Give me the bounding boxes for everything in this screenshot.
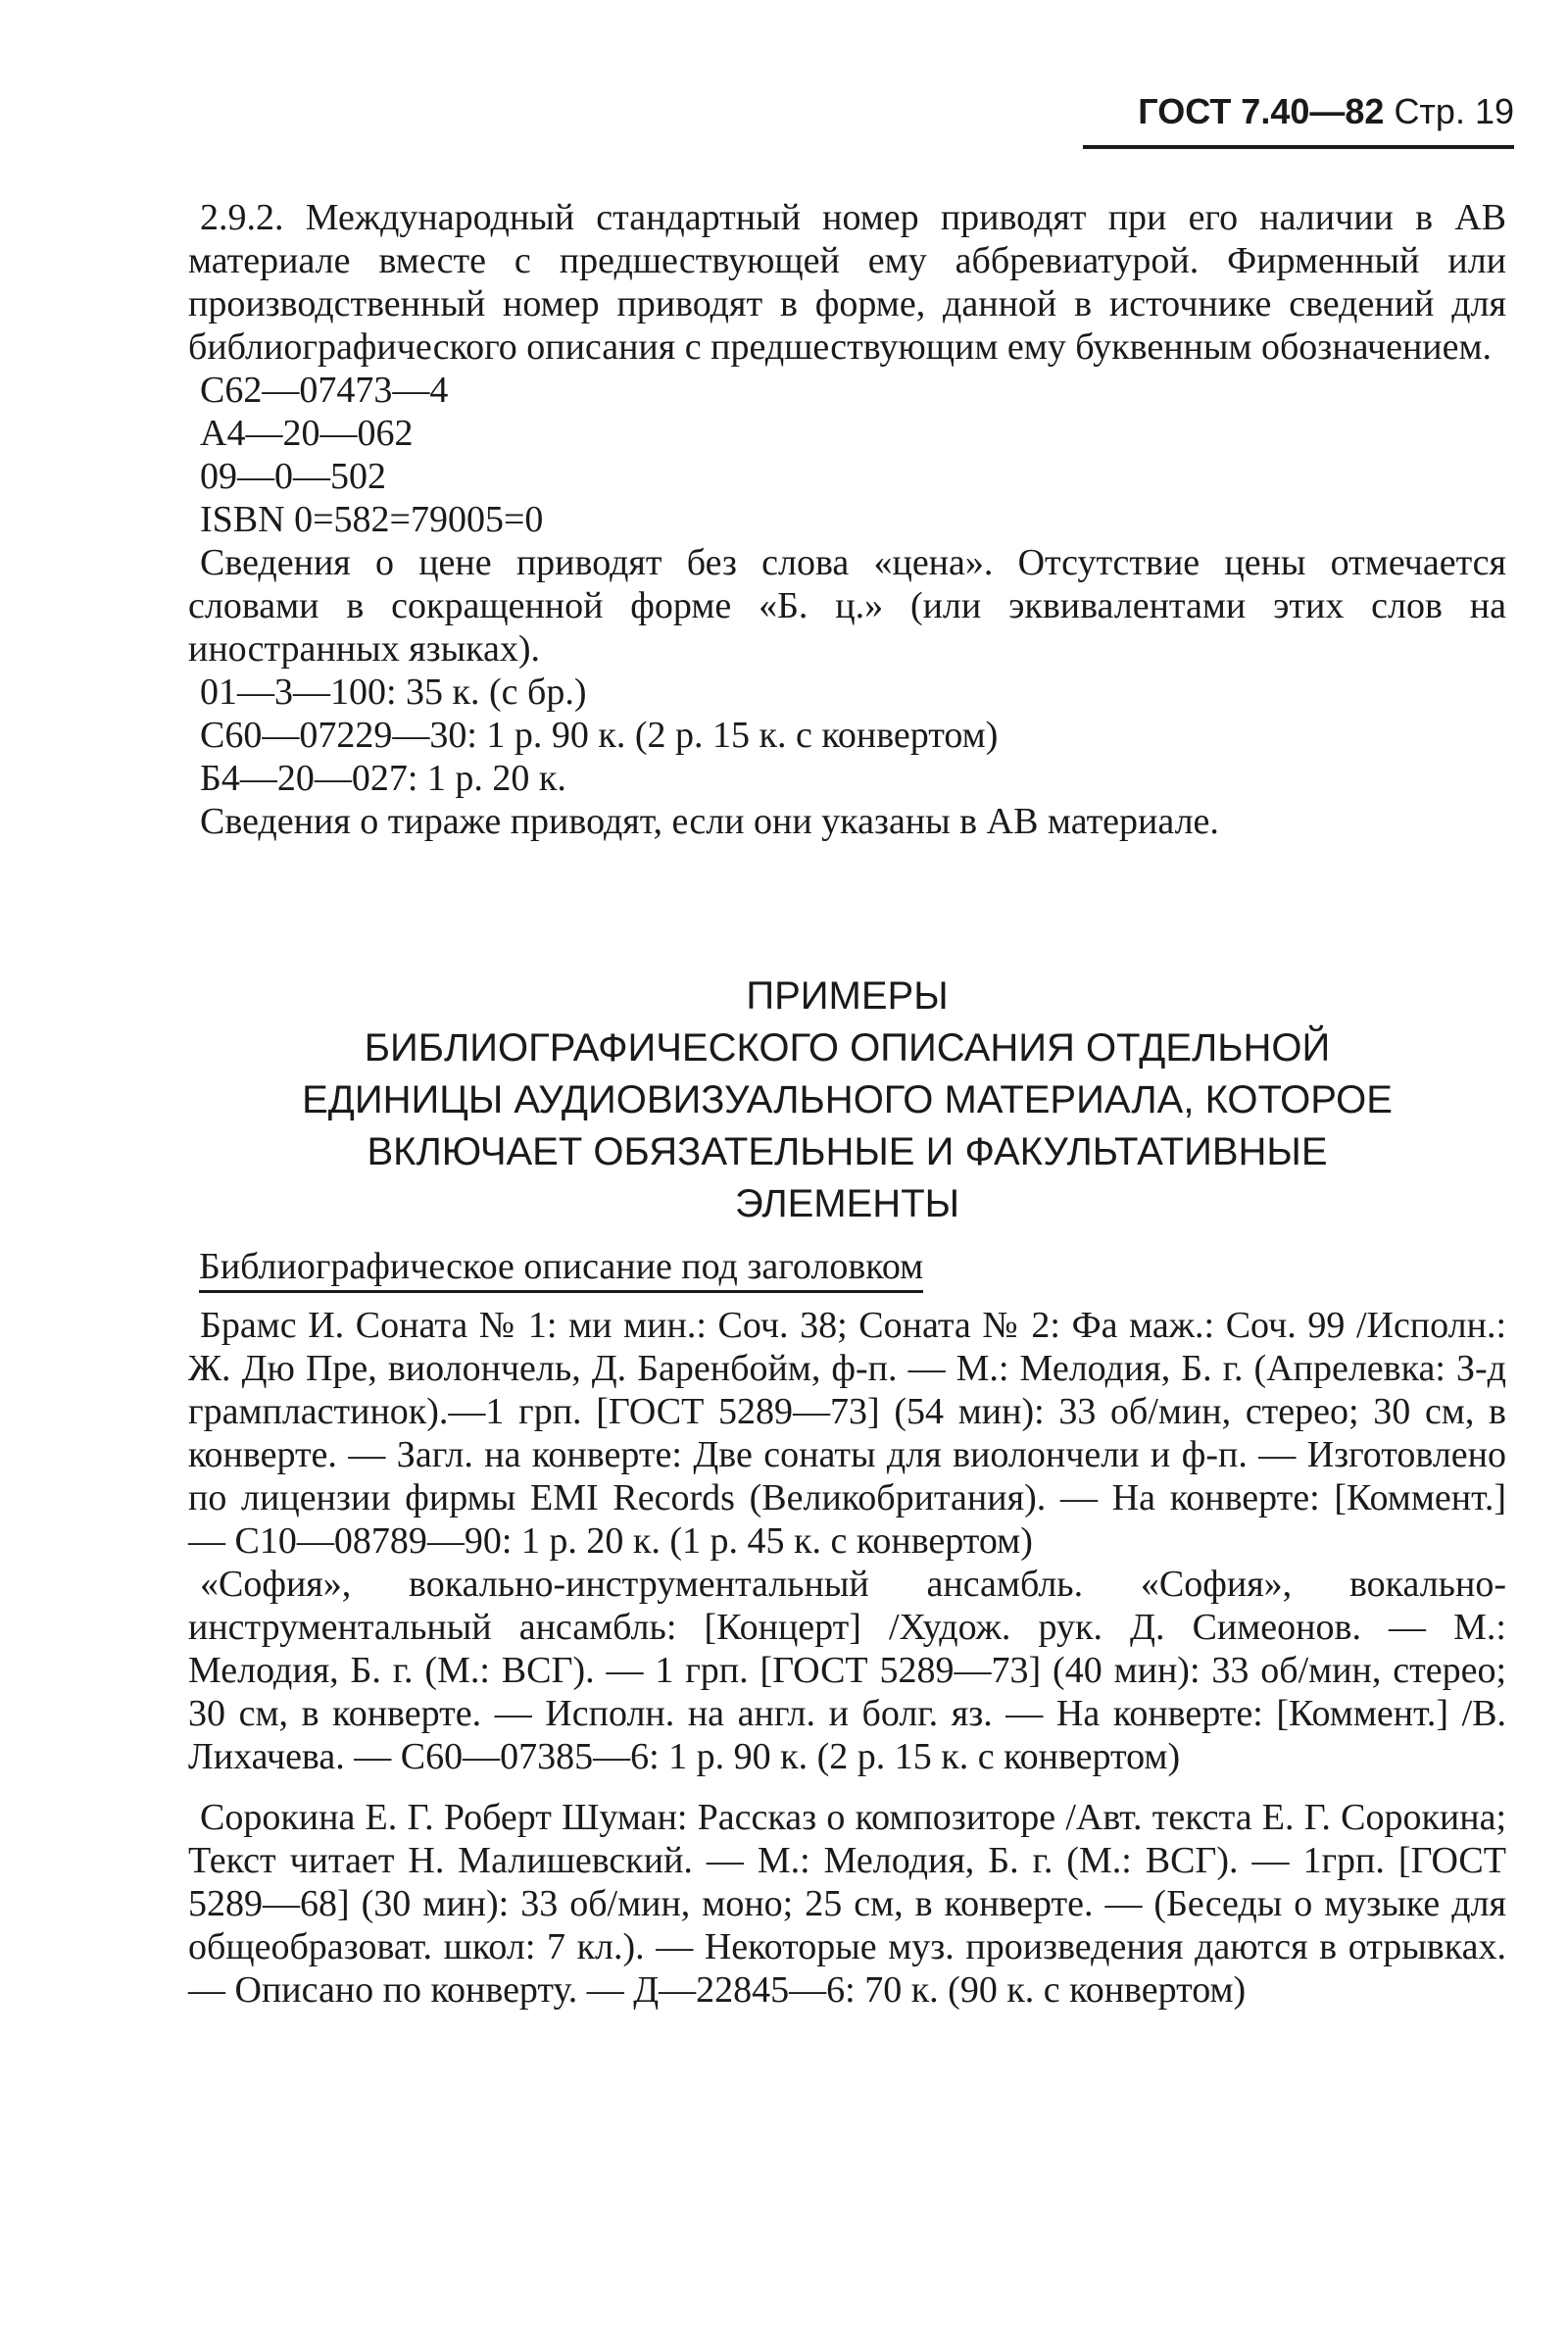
entry-brahms: Брамс И. Соната № 1: ми мин.: Соч. 38; Соната № 2: Фа маж.: Соч. 99 /Исполн.: Ж. Дю Пре, виолончель, Д. Баренбойм, ф-п. — М.: Мелодия, Б. г. (Апрелевка: З-д грампластинок).—1 грп. [ГОСТ 5289—73] (54 мин): 33 об/мин, стерео; 30 см, в конверте. — Загл. на конверте: Две сонаты для виолончели и ф-п. — Изготовлено по лицензии фирмы EMI Records (Великобритания). — На конверте: [Коммент.] — С10—08789—90: 1 р. 20 к. (1 р. 45 к. с конвертом) bbox=[188, 1305, 1506, 1562]
page-header bbox=[1083, 86, 1514, 149]
example-number-4: ISBN 0=582=79005=0 bbox=[200, 499, 544, 540]
heading-line-4: ВКЛЮЧАЕТ ОБЯЗАТЕЛЬНЫЕ И ФАКУЛЬТАТИВНЫЕ bbox=[367, 1130, 1328, 1173]
subheading: Библиографическое описание под заголовком bbox=[199, 1245, 923, 1293]
examples-entries bbox=[188, 1304, 1506, 2012]
heading-line-3: ЕДИНИЦЫ АУДИОВИЗУАЛЬНОГО МАТЕРИАЛА, КОТОРОЕ bbox=[302, 1078, 1393, 1121]
paragraph-standard-number: 2.9.2. Международный стандартный номер приводят при его наличии в АВ материале вместе с предшествующей ему аббревиатурой. Фирменный или производственный номер приводят в форме, данной в источнике сведений для библиографического описания с предшествующим ему буквенным обозначением. bbox=[188, 197, 1506, 368]
entry-sofia: «София», вокально-инструментальный ансамбль. «София», вокально-инструментальный ансамбль: [Концерт] /Худож. рук. Д. Симеонов. — М.: Мелодия, Б. г. (М.: ВСГ). — 1 грп. [ГОСТ 5289—73] (40 мин): 33 об/мин, стерео; 30 см, в конверте. — Исполн. на англ. и болг. яз. — На конверте: [Коммент.] /В. Лихачева. — С60—07385—6: 1 р. 90 к. (2 р. 15 к. с конвертом) bbox=[188, 1564, 1506, 1777]
entry-sorokina: Сорокина Е. Г. Роберт Шуман: Рассказ о композиторе /Авт. текста Е. Г. Сорокина; Текст читает Н. Малишевский. — М.: Мелодия, Б. г. (М.: ВСГ). — 1грп. [ГОСТ 5289—68] (30 мин): 33 об/мин, моно; 25 см, в конверте. — (Беседы о музыке для общеобразоват. школ: 7 кл.). — Некоторые муз. произведения даются в отрывках. — Описано по конверту. — Д—22845—6: 70 к. (90 к. с конвертом) bbox=[188, 1797, 1506, 2011]
heading-line-2: БИБЛИОГРАФИЧЕСКОГО ОПИСАНИЯ ОТДЕЛЬНОЙ bbox=[364, 1026, 1331, 1070]
example-number-3: 09—0—502 bbox=[200, 456, 386, 497]
example-price-2: С60—07229—30: 1 р. 90 к. (2 р. 15 к. с конвертом) bbox=[200, 715, 999, 756]
paragraph-price: Сведения о цене приводят без слова «цена». Отсутствие цены отмечается словами в сокращенной форме «Б. ц.» (или эквивалентами этих слов на иностранных языках). bbox=[188, 542, 1506, 670]
standard-number: ГОСТ 7.40—82 bbox=[1138, 91, 1385, 131]
page-number: Стр. 19 bbox=[1394, 91, 1514, 131]
example-number-1: С62—07473—4 bbox=[200, 370, 449, 411]
example-price-3: Б4—20—027: 1 р. 20 к. bbox=[200, 758, 566, 799]
examples-heading bbox=[188, 970, 1506, 1230]
heading-line-1: ПРИМЕРЫ bbox=[746, 974, 949, 1018]
example-price-1: 01—3—100: 35 к. (с бр.) bbox=[200, 672, 587, 713]
section-2-9-2 bbox=[188, 196, 1506, 843]
example-number-2: А4—20—062 bbox=[200, 413, 414, 454]
paragraph-circulation: Сведения о тираже приводят, если они указаны в АВ материале. bbox=[200, 801, 1219, 842]
heading-line-5: ЭЛЕМЕНТЫ bbox=[734, 1182, 960, 1225]
